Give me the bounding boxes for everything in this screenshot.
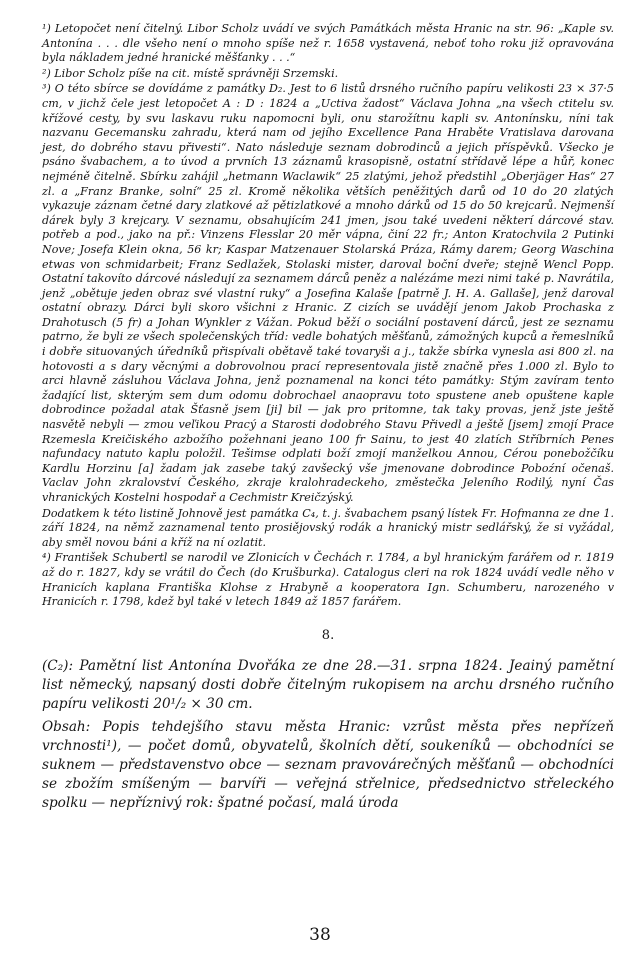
footnote-1: ¹) Letopočet není čitelný. Libor Scholz uvádí ve svých Památkách města Hranic na str. 96: „Kaple sv. Antonína . . . dle všeho není o mnoho spíše než r. 1658 vystavená, neboť toho roku již opravována byla nákladem jedné hranické měšťanky . . .“ [42,22,614,65]
contents-paragraph: Obsah: Popis tehdejšího stavu města Hranic: vzrůst města přes nepřízeň vrchnosti¹), — počet domů, obyvatelů, školních dětí, soukeníků — obchodníci se suknem — představenstvo obce — seznam pravovárečných měšťanů — obchodníci se zbožím smíšeným — barvíři — veřejná střelnice, předsednictvo střeleckého spolku — nepříznivý rok: špatné počasí, malá úroda [42,718,614,811]
footnote-2: ²) Libor Scholz píše na cit. místě správněji Srzemski. [42,66,339,80]
footnote-3: ³) O této sbírce se dovídáme z památky D₂. Jest to 6 listů drsného ručního papíru velikosti 23 × 37·5 cm, v jichž čele jest letopočet A : D : 1824 a „Uctiva žadost“ Václava Johna „na všech ctitelu sv. křížové cesty, by svu laskavu ruku napomocni byli, onu starožítnu kapli sv. Antonínsku, níni tak nazvanu Gecemansku zahradu, která nam od jejího Excellence Pana Hraběte Vratislava darovana jest, do dobrého stavu přivesti“. Nato následuje seznam dobrodinců a jejich příspěvků. Všecko je psáno švabachem, a to úvod a prvních 13 záznamů krasopisně, ostatní střídavě lépe a hůř, konec nejméně čitelně. Sbírku zahájil „hetmann Waclawik“ 25 zlatými, jehož předstihl „Oberjäger Has“ 27 zl. a „Franz Branke, solní“ 25 zl. Kromě několika větších peněžitých darů od 10 do 20 zlatých vykazuje záznam četné dary zlatkové až pětizlatkové a mnoho dárků od 15 do 50 krejcarů. Nejmenší dárek byly 3 krejcary. V seznamu, obsahujícím 241 jmen, jsou také uvedeni některí dárcové stav. potřeb a pod., jako na př.: Vinzens Flesslar 20 měr vápna, činí 22 fr.; Anton Kratochvila 2 Putinki Nove; Josefa Klein okna, 56 kr; Kaspar Matzenauer Stolarská Práza, Rámy darem; Georg Waschina etwas von schmidarbeit; Franz Sedlažek, Stolaski mister, daroval boční dveře; stejně Wencl Popp. Ostatní takovíto dárcové následují za seznamem dárců peněz a nalézáme mezi nimi také p. Navrátila, jenž „obětuje jeden obraz své vlastní ruky“ a Josefina Kalaše [patrně J. H. A. Gallaše], jenž daroval ostatní obrazy. Dárci byli skoro všichni z Hranic. Z cizích se uvádějí jenom Jakob Prochaska z Drahotusch (5 fr) a Johan Wynkler z Vážan. Pokud běží o sociální postavení dárců, jest ze seznamu patrno, že byli ze všech společenských tříd: vedle bohatých měšťanů, zámožných kupců a řemeslníků i dobře situovaných úředníků přispívali obětavě také tovaryši a j., takže sbírka vynesla asi 800 zl. na hotovosti a s dary věcnými a dobrovolnou prací representovala jistě značně přes 1.000 zl. Bylo to arci hlavně zásluhou Václava Johna, jenž poznamenal na konci této památky: Stým zavíram tento žadající list, skterým sem dum odomu dobrochael anaopravu toto spustene aneb opuštene kaple dobrodince požadal atak Šťasně jsem [ji] bil — jak pro pritomne, tak taky provas, jenž jste ještě nasvětě nebyli — zmou veľikou Pracý a Starosti dodobrého Stavu Přivedl a ještě [jsem] zmojí Prace Rzemesla Kreičiského azbožího požehnani jeano 100 fr Sainu, to jest 40 zlatích Stříbrních Penes nafundacy natuto kaplu položil. Tešimse odplati boží zmojí manželkou Annou, Cérou ponebožčíku Kardlu Horzinu [a] žadam jak zasebe taký zavšecký vše jmenovane dobrodince Poboźní očenaš. Vaclav John zkralovství Českého, zkraje kralohradeckeho, změstečka Jeleního Rodilý, nyní Čas vhranických Kostelni hospodař a Cechmistr Kreičzýský. [42,82,614,504]
footnote-4: ⁴) František Schubertl se narodil ve Zlonicích v Čechách r. 1784, a byl hranickým farářem od r. 1819 až do r. 1827, kdy se vrátil do Čech (do Krušburka). Catalogus cleri na rok 1824 uvádí vedle něho v Hranicích kaplana Františka Klohse z Hrabyně a kooperatora Ign. Schumberu, narozeného v Hranicích r. 1798, kdež byl také v letech 1849 až 1857 farářem. [42,551,614,609]
footnote-3-addendum: Dodatkem k této listině Johnově jest památka C₄, t. j. švabachem psaný lístek Fr. Hofmanna ze dne 1. září 1824, na němž zaznamenal tento prosiějovský rodák a hranický mistr sedlářský, že si vyžádal, aby směl novou báni a kříž na ní ozlatit. [42,506,614,549]
page-number: 38 [309,925,331,945]
section-number: 8. [321,627,335,643]
document-page [42,22,614,813]
document-heading: (C₂): Pamětní list Antonína Dvořáka ze dne 28.—31. srpna 1824. Jeainý pamětní list německý, napsaný dosti dobře čitelným rukopisem na archu drsného ručního papíru velikosti 20¹/₂ × 30 cm. [42,657,614,712]
